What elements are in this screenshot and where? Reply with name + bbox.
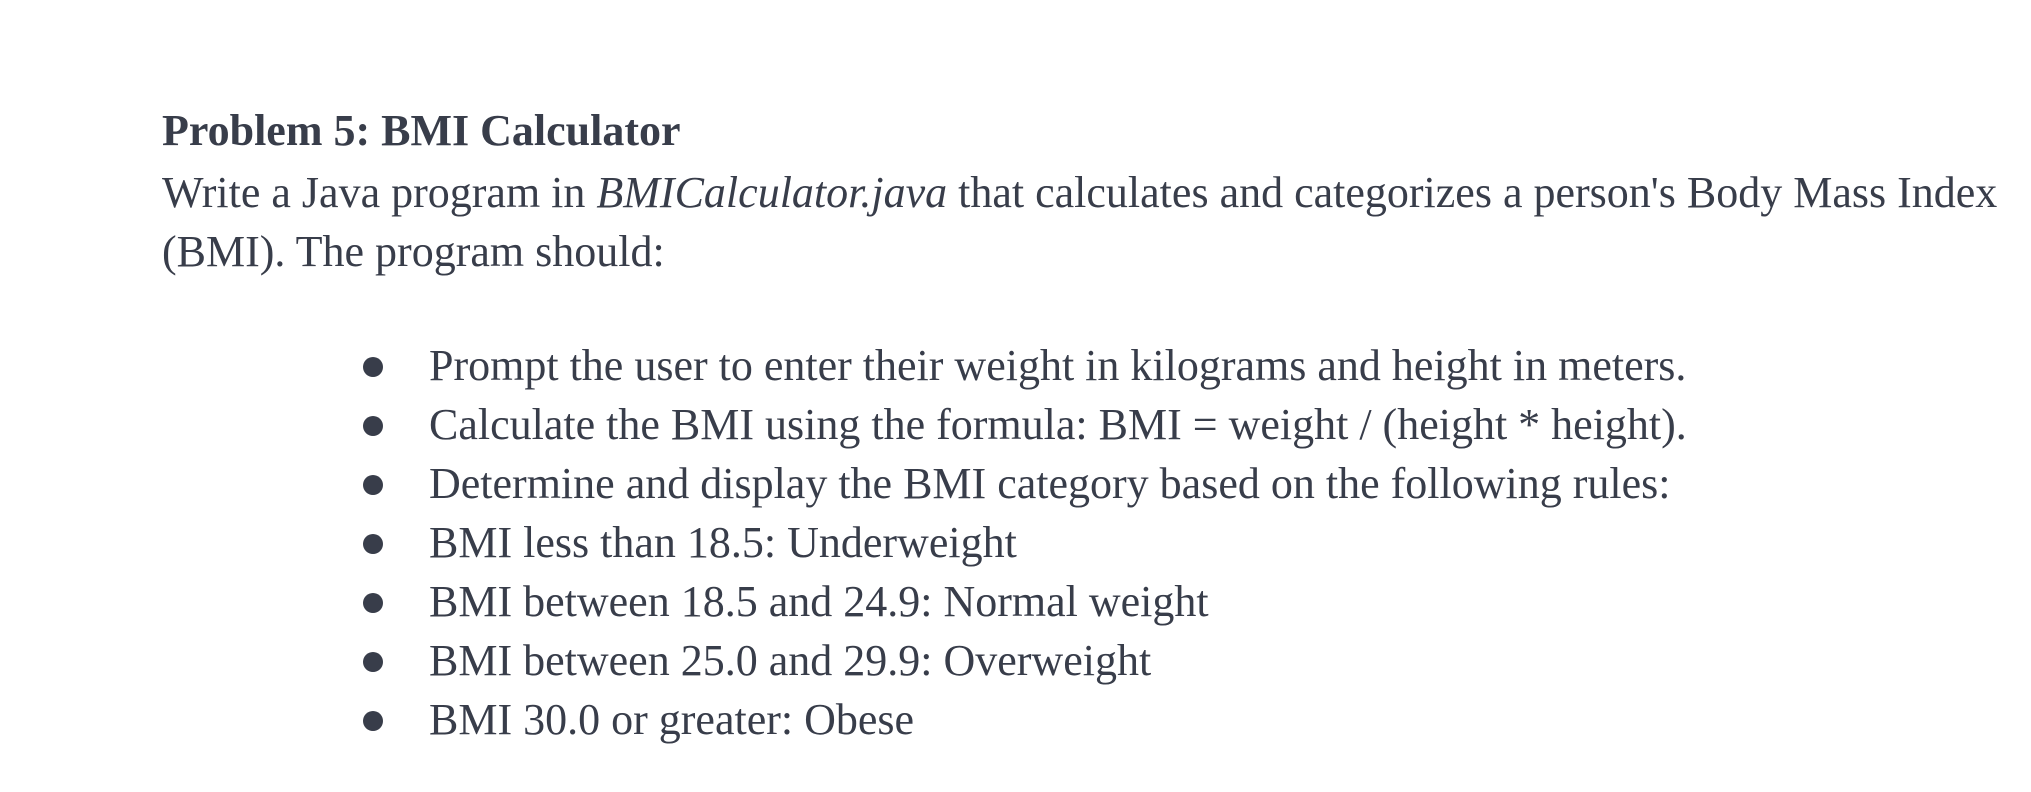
requirement-text: BMI between 25.0 and 29.9: Overweight [429, 636, 1152, 685]
bullet-icon [363, 416, 383, 436]
problem-title: Problem 5: BMI Calculator [162, 106, 681, 155]
intro-text-start: Write a Java program in [162, 168, 597, 217]
requirement-text: Determine and display the BMI category based on the following rules: [429, 459, 1671, 508]
bullet-icon [363, 475, 383, 495]
problem-intro [162, 163, 2002, 281]
bullet-icon [363, 593, 383, 613]
bullet-icon [363, 652, 383, 672]
bullet-icon [363, 357, 383, 377]
requirement-text: BMI between 18.5 and 24.9: Normal weight [429, 577, 1209, 626]
java-filename: BMICalculator.java [596, 168, 948, 217]
bullet-icon [363, 711, 383, 731]
requirement-text: BMI less than 18.5: Underweight [429, 518, 1017, 567]
requirement-text: BMI 30.0 or greater: Obese [429, 695, 915, 744]
requirement-text: Prompt the user to enter their weight in kilograms and height in meters. [429, 341, 1687, 390]
intro-text-end: that calculates and categorizes a person's Body Mass Index (BMI). The program should: [162, 168, 1998, 276]
requirement-text: Calculate the BMI using the formula: BMI = weight / (height * height). [429, 400, 1687, 449]
bullet-icon [363, 534, 383, 554]
